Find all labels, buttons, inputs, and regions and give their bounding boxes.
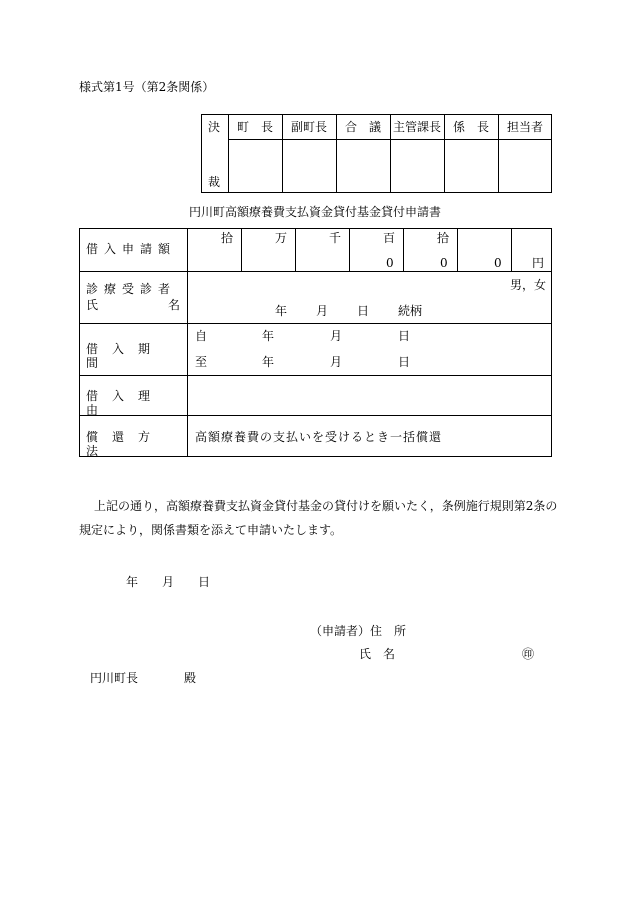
birth-month: 月: [316, 304, 329, 318]
repayment-method: 高額療養費の支払いを受けるとき一括償還: [195, 430, 443, 444]
birth-day: 日: [357, 304, 370, 318]
date-day: 日: [198, 575, 211, 589]
repayment-label-text: 償還方法: [86, 430, 165, 458]
patient-name-label-right: 名: [167, 298, 180, 312]
approval-label-bottom: 裁: [208, 175, 221, 189]
amount-divider: [295, 228, 296, 271]
row-divider: [79, 375, 552, 376]
patient-name-label-left: 氏: [86, 298, 99, 312]
amount-divider: [511, 228, 512, 271]
patient-label: 診療受診者: [86, 282, 177, 296]
reason-label: [86, 389, 180, 417]
amount-ones-value: 0: [494, 256, 502, 270]
approval-header-line: [228, 139, 552, 140]
unit-hundred: 百: [383, 231, 396, 245]
loan-amount-label-text: 借入申請額: [86, 242, 177, 256]
amount-tens-value: 0: [440, 256, 448, 270]
approval-label-top: 決: [208, 120, 221, 134]
patient-name-label: [86, 298, 180, 312]
row-divider: [79, 271, 552, 272]
reason-label-text: 借入理由: [86, 389, 165, 417]
addressee-name: 円川町長: [90, 671, 139, 685]
period-to-month: 月: [330, 355, 343, 369]
unit-ten-hundred-thousand: 拾: [221, 231, 234, 245]
approval-header-consultation: 合 議: [344, 120, 381, 134]
label-column-divider: [187, 228, 188, 457]
relation-label: 続柄: [398, 304, 423, 318]
gender-options: 男，女: [510, 278, 547, 292]
unit-ten: 拾: [437, 231, 450, 245]
approval-header-section-chief: 主管課長: [392, 120, 441, 134]
applicant-address-label: （申請者）住 所: [310, 624, 407, 638]
period-from: 自: [195, 329, 208, 343]
unit-thousand: 千: [329, 231, 342, 245]
period-to: 至: [195, 355, 208, 369]
unit-ten-thousand: 万: [275, 231, 288, 245]
approval-header-deputy-mayor: 副町長: [290, 120, 327, 134]
date-month: 月: [162, 575, 175, 589]
period-label-text: 借入期間: [86, 342, 165, 370]
addressee-honorific: 殿: [184, 671, 197, 685]
form-title: 円川町高額療養費支払資金貸付基金貸付申請書: [188, 205, 441, 219]
birth-year: 年: [275, 304, 288, 318]
approval-header-mayor: 町 長: [236, 120, 273, 134]
amount-divider: [403, 228, 404, 271]
body-line-1: 上記の通り，高額療養費支払資金貸付基金の貸付けを願いたく，条例施行規則第2条の: [94, 499, 558, 513]
approval-header-person-in-charge: 担当者: [506, 120, 543, 134]
date-year: 年: [126, 575, 139, 589]
amount-divider: [457, 228, 458, 271]
period-label: [86, 342, 180, 370]
period-from-month: 月: [330, 329, 343, 343]
body-line-2: 規定により，関係書類を添えて申請いたします。: [79, 523, 343, 537]
seal-mark: ㊞: [522, 647, 535, 661]
period-to-day: 日: [398, 355, 411, 369]
form-number: 様式第1号（第2条関係）: [79, 80, 215, 94]
amount-divider: [241, 228, 242, 271]
row-divider: [79, 323, 552, 324]
amount-divider: [349, 228, 350, 271]
applicant-name-label: 氏 名: [359, 647, 396, 661]
period-from-day: 日: [398, 329, 411, 343]
period-to-year: 年: [262, 355, 275, 369]
repayment-label: [86, 430, 180, 458]
unit-yen: 円: [532, 256, 545, 270]
loan-amount-label: [86, 242, 180, 256]
period-from-year: 年: [262, 329, 275, 343]
amount-hundreds-value: 0: [386, 256, 394, 270]
approval-header-subsection-chief: 係 長: [452, 120, 489, 134]
